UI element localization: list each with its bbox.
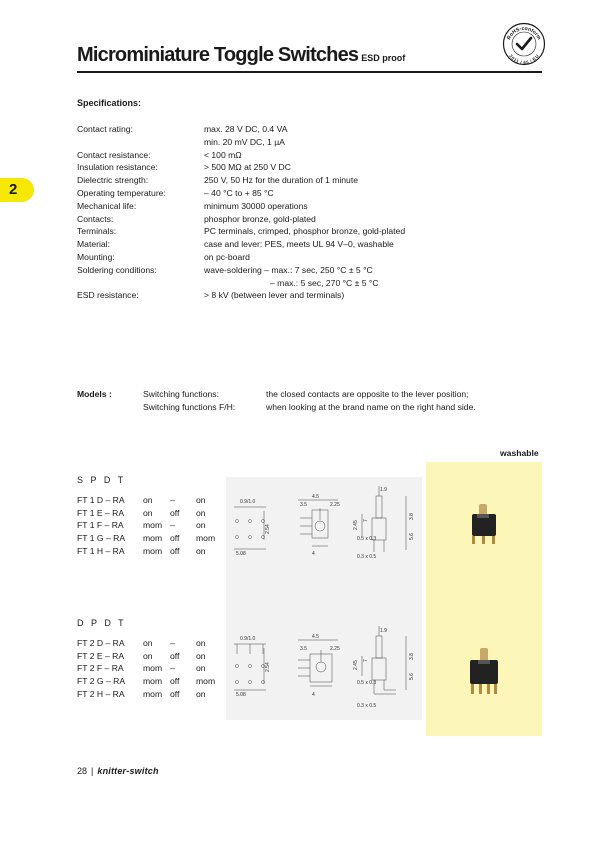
dpdt-table: [77, 637, 236, 701]
position-1: mom: [143, 688, 163, 699]
dim-num7: 7: [363, 519, 369, 522]
position-2: off: [170, 507, 180, 518]
spdt-title: S P D T: [77, 475, 126, 485]
dim-width: 4.5: [312, 634, 319, 640]
dpdt-title: D P D T: [77, 618, 127, 628]
dim-dia-lever: 1.9: [380, 487, 387, 493]
dim-h2: 3.8: [409, 513, 415, 520]
position-2: –: [170, 520, 175, 531]
dim-d2: 2.25: [330, 646, 340, 652]
table-row: [77, 662, 236, 675]
spec-label: Contact resistance:: [77, 149, 151, 160]
position-2: –: [170, 663, 175, 674]
spec-row: [77, 264, 405, 277]
section-tab[interactable]: [0, 178, 34, 202]
dim-h1: 2.45: [353, 660, 359, 670]
dim-h3: 5.6: [409, 533, 415, 540]
rohs-badge: [502, 22, 546, 66]
model-name: FT 2 E – RA: [77, 650, 125, 661]
dim-pitch-v: 2.54: [265, 662, 271, 672]
spec-label: Dielectric strength:: [77, 175, 149, 186]
dim-num4: 4: [312, 551, 315, 557]
spec-row: [77, 289, 405, 302]
badge-text-top: RoHS-conform: [506, 25, 542, 41]
position-2: off: [170, 676, 180, 687]
spec-value: – 40 °C to + 85 °C: [204, 187, 274, 198]
dim-pin-grid: 0.9/1.0: [240, 499, 256, 505]
spec-value: min. 20 mV DC, 1 µA: [204, 136, 285, 147]
spdt-dimension-drawing: [226, 478, 422, 578]
page-footer: [77, 766, 159, 776]
spec-row: [77, 136, 405, 149]
table-row: [77, 494, 236, 507]
switching-functions-label: Switching functions:: [143, 389, 219, 399]
page-title-text: Microminiature Toggle Switches: [77, 44, 359, 66]
position-3: mom: [196, 533, 216, 544]
table-row: [77, 675, 236, 688]
position-2: off: [170, 650, 180, 661]
position-1: on: [143, 650, 153, 661]
spec-label: Material:: [77, 239, 110, 250]
model-name: FT 1 E – RA: [77, 507, 125, 518]
dim-term2: 0.3 x 0.5: [357, 554, 377, 560]
position-3: on: [196, 520, 206, 531]
spec-label: Contacts:: [77, 213, 114, 224]
spec-row: [77, 149, 405, 162]
spec-label: ESD resistance:: [77, 290, 139, 301]
table-row: [77, 545, 236, 558]
position-2: off: [170, 533, 180, 544]
position-3: on: [196, 507, 206, 518]
dim-num7: 7: [363, 659, 369, 662]
dpdt-dimension-drawing: [226, 620, 422, 718]
dim-d1: 3.5: [300, 502, 307, 508]
spec-label: Mechanical life:: [77, 200, 137, 211]
dpdt-product-photo: [462, 644, 508, 700]
spec-value: > 500 MΩ at 250 V DC: [204, 162, 291, 173]
position-3: on: [196, 545, 206, 556]
position-1: mom: [143, 520, 163, 531]
model-name: FT 1 D – RA: [77, 495, 125, 505]
spec-label: [77, 277, 204, 290]
spec-label: Soldering conditions:: [77, 264, 157, 275]
position-1: mom: [143, 663, 163, 674]
dim-pitch-h: 5.08: [236, 692, 246, 698]
table-row: [77, 532, 236, 545]
spec-value: 250 V, 50 Hz for the duration of 1 minute: [204, 175, 358, 186]
spec-row: [77, 213, 405, 226]
model-name: FT 2 G – RA: [77, 676, 126, 687]
models-switching-desc: [266, 388, 476, 414]
spec-row: [77, 174, 405, 187]
position-1: mom: [143, 533, 163, 544]
dim-pitch-v: 2.54: [265, 524, 271, 534]
position-2: off: [170, 688, 180, 699]
spec-value: on pc-board: [204, 251, 250, 262]
page-number: 28: [77, 766, 88, 776]
table-row: [77, 519, 236, 532]
position-3: on: [196, 663, 206, 674]
models-switching-labels: [143, 388, 235, 414]
position-1: mom: [143, 545, 163, 556]
spec-label: [77, 136, 204, 149]
title-rule: [77, 71, 542, 73]
brand-name: knitter-switch: [97, 766, 159, 776]
dim-width: 4.5: [312, 494, 319, 500]
washable-label: washable: [500, 448, 539, 458]
spec-value: < 100 mΩ: [204, 149, 242, 160]
section-tab-label: 2: [9, 181, 18, 198]
spec-value: phosphor bronze, gold-plated: [204, 213, 316, 224]
spec-row: [77, 225, 405, 238]
spec-row: [77, 200, 405, 213]
table-row: [77, 688, 236, 701]
position-2: –: [170, 638, 175, 648]
table-row: [77, 637, 236, 650]
spec-row: [77, 187, 405, 200]
dim-pin-grid: 0.9/1.0: [240, 636, 256, 642]
dim-term2: 0.3 x 0.5: [357, 703, 377, 709]
position-1: on: [143, 507, 153, 518]
table-row: [77, 650, 236, 663]
switching-desc-1: the closed contacts are opposite to the lever position;: [266, 389, 469, 399]
spec-value: wave-soldering – max.: 7 sec, 250 °C ± 5 °C: [204, 264, 373, 275]
position-1: on: [143, 638, 153, 648]
model-name: FT 2 H – RA: [77, 688, 125, 699]
dim-dia-lever: 1.9: [380, 628, 387, 634]
spec-value: minimum 30000 operations: [204, 200, 308, 211]
dim-h3: 5.6: [409, 673, 415, 680]
dim-term1: 0.5 x 0.3: [357, 536, 377, 542]
switching-desc-2: when looking at the brand name on the right hand side.: [266, 402, 476, 412]
footer-separator: |: [91, 766, 94, 776]
model-name: FT 1 F – RA: [77, 520, 124, 531]
model-name: FT 1 H – RA: [77, 545, 125, 556]
spec-row: [77, 238, 405, 251]
position-3: on: [196, 495, 206, 505]
dim-d1: 3.5: [300, 646, 307, 652]
page-subtitle: ESD proof: [361, 53, 406, 63]
spec-label: Contact rating:: [77, 124, 133, 134]
model-name: FT 1 G – RA: [77, 533, 126, 544]
position-1: on: [143, 495, 153, 505]
position-3: mom: [196, 676, 216, 687]
dim-term1: 0.5 x 0.3: [357, 680, 377, 686]
spdt-product-photo: [462, 500, 508, 550]
page-title: [77, 44, 405, 67]
spec-value: case and lever: PES, meets UL 94 V–0, washable: [204, 239, 394, 250]
specifications-list: [77, 123, 405, 302]
position-1: mom: [143, 676, 163, 687]
spec-value: PC terminals, crimped, phosphor bronze, gold-plated: [204, 226, 406, 237]
spec-row: [77, 251, 405, 264]
position-3: on: [196, 688, 206, 699]
dim-h2: 3.8: [409, 653, 415, 660]
spec-value: > 8 kV (between lever and terminals): [204, 290, 345, 301]
model-name: FT 2 F – RA: [77, 663, 124, 674]
position-3: on: [196, 638, 206, 648]
spec-value: max. 28 V DC, 0.4 VA: [204, 124, 288, 134]
position-2: off: [170, 545, 180, 556]
spdt-table: [77, 494, 236, 558]
spec-row: [77, 161, 405, 174]
dim-pitch-h: 5.08: [236, 551, 246, 557]
position-2: –: [170, 495, 175, 505]
spec-row: [77, 277, 405, 290]
table-row: [77, 507, 236, 520]
spec-label: Mounting:: [77, 251, 115, 262]
spec-value: – max.: 5 sec, 270 °C ± 5 °C: [270, 277, 379, 288]
spec-label: Insulation resistance:: [77, 162, 158, 173]
dim-d2: 2.25: [330, 502, 340, 508]
dim-num4: 4: [312, 692, 315, 698]
position-3: on: [196, 650, 206, 661]
badge-text-bottom: 2011 / 65 / EU: [508, 53, 540, 66]
model-name: FT 2 D – RA: [77, 638, 125, 648]
dim-h1: 2.45: [353, 520, 359, 530]
spec-label: Operating temperature:: [77, 187, 166, 198]
models-label: Models :: [77, 389, 112, 399]
switching-functions-fh-label: Switching functions F/H:: [143, 402, 236, 412]
spec-label: Terminals:: [77, 226, 117, 237]
specifications-heading: Specifications:: [77, 98, 142, 108]
spec-row: [77, 123, 405, 136]
